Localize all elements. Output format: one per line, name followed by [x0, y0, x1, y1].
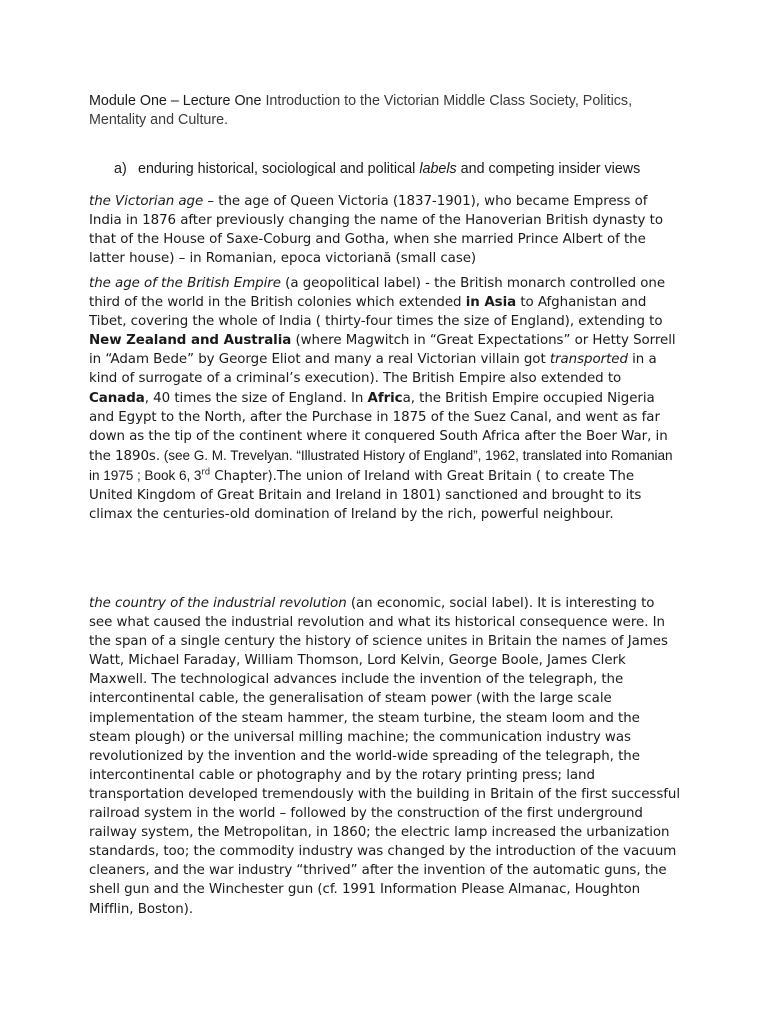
text-run: , 40 times the size of England. In	[144, 390, 368, 406]
paragraph-british-empire	[89, 274, 681, 524]
italic-run: transported	[549, 352, 628, 368]
term-industrial-revolution: the country of the industrial revolution	[89, 596, 347, 611]
text-run: to Afghanistan and Tibet, covering the whole of India ( thirty-four times the size of England), extending to	[89, 295, 663, 330]
term-british-empire: the age of the British Empire	[89, 276, 281, 291]
list-text-before: enduring historical, sociological and political	[138, 161, 420, 177]
list-text-italic: labels	[419, 161, 457, 177]
paragraph-text: (an economic, social label). It is interesting to see what caused the industrial revolution and what its historical consequence were. In the span of a single century the history of science unites in Britain the names of James Watt, Michael Faraday, William Thomson, Lord Kelvin, George Boole, James Clerk Maxwell. The technological advances include the invention of the telegraph, the intercontinental cable, the generalisation of steam power (with the large scale implementation of the steam hammer, the steam turbine, the steam loom and the steam plough) or the universal milling machine; the communication industry was revolutionized by the invention and the world-wide spreading of the telegraph, the intercontinental cable or photography and by the rotary printing press; land transportation developed tremendously with the building in Britain of the first successful railroad system in the world – followed by the construction of the first underground railway system, the Metropolitan, in 1860; the electric lamp increased the urbanization standards, too; the commodity industry was changed by the introduction of the vacuum cleaners, and the war industry “thrived” after the invention of the automatic guns, the shell gun and the Winchester gun (cf. 1991 Information Please Almanac, Houghton Mifflin, Boston).	[89, 596, 681, 917]
list-item-a	[89, 160, 640, 179]
bold-run: Canada	[89, 390, 145, 406]
bold-run: New Zealand and Australia	[89, 333, 292, 349]
list-marker: a)	[114, 161, 127, 177]
document-page	[89, 92, 681, 917]
paragraph-text: – the age of Queen Victoria (1837-1901), who became Empress of India in 1876 after previously changing the name of the Hanoverian British dynasty to that of the House of Saxe-Coburg and Gotha, when she married Prince Albert of the latter house) – in Romanian, epoca victoriană (small case)	[89, 194, 663, 267]
bold-run: in Asia	[465, 295, 517, 311]
text-run: (a geopolitical label) - the British monarch controlled one third of the world in the British colonies which extended	[89, 276, 666, 311]
title-subject: Introduction to the Victorian Middle Class Society, Politics, Mentality and Culture.	[89, 93, 633, 128]
bold-run: Afric	[367, 390, 403, 406]
paragraph-victorian-age	[89, 192, 681, 268]
text-run: (see G. M. Trevelyan. “Illustrated History of England”, 1962, translated into Romanian in 1975 ; Book 6, 3	[89, 447, 673, 483]
page-title	[89, 92, 681, 130]
superscript: rd	[201, 467, 211, 478]
list-text-after: and competing insider views	[456, 161, 641, 177]
text-run: a, the British Empire occupied Nigeria and Egypt to the North, after the Purchase in 1875 of the Suez Canal, and went as far down as the tip of the continent where it conquered South Africa after the Boer War, in the 1890s.	[89, 390, 668, 464]
term-victorian-age: the Victorian age	[89, 194, 204, 209]
title-module: Module One – Lecture One	[89, 93, 262, 109]
text-run: (where Magwitch in “Great Expectations” or Hetty Sorrell in “Adam Bede” by George Eliot and many a real Victorian villain got	[89, 333, 676, 368]
text-run: in a kind of surrogate of a criminal’s execution). The British Empire also extended to	[89, 352, 657, 387]
text-run: Chapter).The union of Ireland with Great Britain ( to create The United Kingdom of Great Britain and Ireland in 1801) sanctioned and brought to its climax the centuries-old domination of Ireland by the rich, powerful neighbour.	[89, 468, 642, 523]
paragraph-industrial-revolution	[89, 594, 681, 919]
